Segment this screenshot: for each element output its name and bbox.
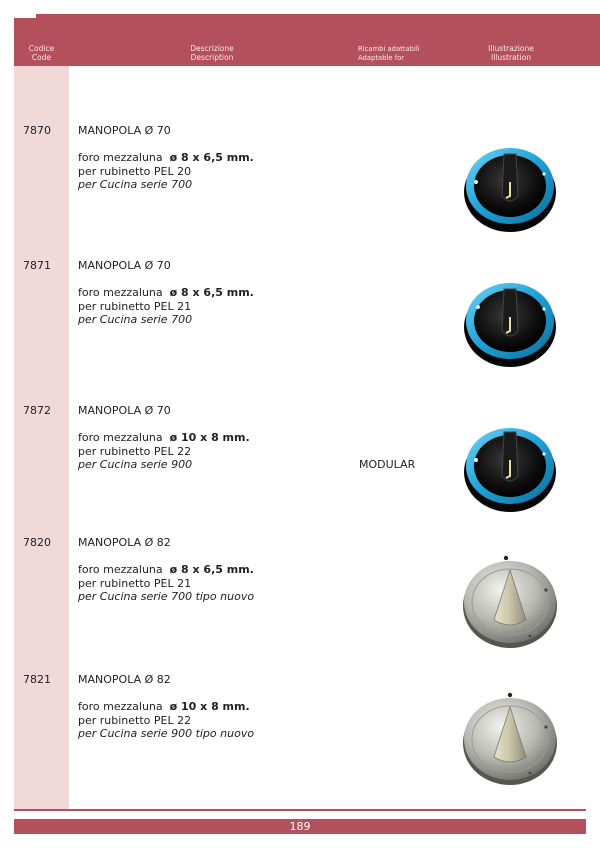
black-blue-knob-icon [460,414,560,514]
hole-size: ø 8 x 6,5 mm. [169,151,254,164]
adaptable-for: MODULAR [359,458,416,471]
hole-size: ø 10 x 8 mm. [169,431,250,444]
header-adapt-it: Ricambi adattabili [358,45,420,53]
hole-label: foro mezzaluna [78,700,163,713]
item-title: MANOPOLA Ø 82 [78,673,171,686]
tap-model: per rubinetto PEL 21 [78,576,192,590]
item-description [78,286,254,327]
page-number: 189 [289,820,311,833]
kitchen-series: per Cucina serie 700 [78,313,193,326]
kitchen-series: per Cucina serie 900 [78,458,193,471]
hole-label: foro mezzaluna [78,431,163,444]
hole-label: foro mezzaluna [78,151,163,164]
catalog-row [0,259,600,389]
tap-model: per rubinetto PEL 22 [78,713,192,727]
header-code-column [14,44,69,62]
kitchen-series: per Cucina serie 700 [78,178,193,191]
kitchen-series: per Cucina serie 900 tipo nuovo [78,727,255,740]
item-description [78,563,254,604]
tap-model: per rubinetto PEL 22 [78,444,192,458]
silver-knob-icon [460,687,560,787]
footer-rule [14,809,586,811]
hole-size: ø 10 x 8 mm. [169,700,250,713]
black-blue-knob-icon [460,134,560,234]
header-adaptable-column [358,45,448,63]
black-blue-knob-icon [460,269,560,369]
item-code: 7821 [23,673,51,686]
hole-size: ø 8 x 6,5 mm. [169,286,254,299]
item-code: 7870 [23,124,51,137]
header-desc-it: Descrizione [190,44,234,53]
hole-size: ø 8 x 6,5 mm. [169,563,254,576]
item-code: 7871 [23,259,51,272]
hole-label: foro mezzaluna [78,563,163,576]
catalog-row [0,536,600,666]
item-title: MANOPOLA Ø 70 [78,124,171,137]
header-illu-it: Illustrazione [488,44,534,53]
item-code: 7820 [23,536,51,549]
kitchen-series: per Cucina serie 700 tipo nuovo [78,590,255,603]
item-description [78,431,250,472]
header-tab-notch [14,14,36,18]
header-adapt-en: Adaptable for [358,54,405,62]
item-title: MANOPOLA Ø 70 [78,404,171,417]
item-description [78,700,254,741]
silver-knob-icon [460,550,560,650]
header-description-column [162,44,262,62]
header-code-en: Code [31,53,52,62]
catalog-row [0,124,600,254]
item-code: 7872 [23,404,51,417]
footer-bar [14,819,586,834]
item-title: MANOPOLA Ø 70 [78,259,171,272]
header-illu-en: Illustration [490,53,532,62]
header-code-it: Codice [28,44,55,53]
header-desc-en: Description [190,53,234,62]
catalog-row [0,673,600,803]
header-illustration-column [470,44,552,62]
item-description [78,151,254,192]
tap-model: per rubinetto PEL 21 [78,299,192,313]
catalog-row [0,404,600,534]
item-title: MANOPOLA Ø 82 [78,536,171,549]
hole-label: foro mezzaluna [78,286,163,299]
tap-model: per rubinetto PEL 20 [78,164,192,178]
